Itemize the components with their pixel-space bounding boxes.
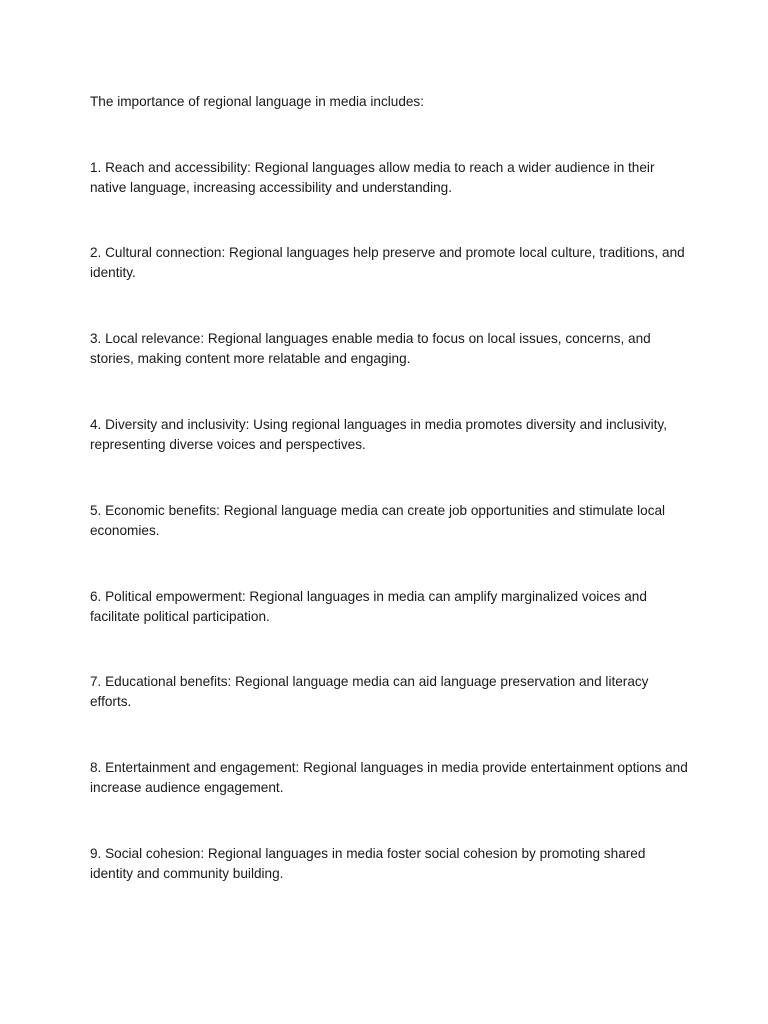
list-item: 9. Social cohesion: Regional languages in media foster social cohesion by promoting shared identity and community building.	[90, 846, 646, 881]
list-item: 4. Diversity and inclusivity: Using regional languages in media promotes diversity and inclusivity, representing diverse voices and perspectives.	[90, 417, 667, 452]
list-item: 6. Political empowerment: Regional languages in media can amplify marginalized voices and facilitate political participation.	[90, 589, 647, 624]
list-item: 5. Economic benefits: Regional language media can create job opportunities and stimulate local economies.	[90, 503, 666, 538]
list-item: 1. Reach and accessibility: Regional languages allow media to reach a wider audience in their native language, increasing accessibility and understanding.	[90, 160, 655, 195]
list-item: 7. Educational benefits: Regional language media can aid language preservation and literacy efforts.	[90, 674, 649, 709]
list-item: 2. Cultural connection: Regional languages help preserve and promote local culture, traditions, and identity.	[90, 245, 685, 280]
list-item: 8. Entertainment and engagement: Regional languages in media provide entertainment options and increase audience engagement.	[90, 760, 688, 795]
intro-paragraph: The importance of regional language in media includes:	[90, 94, 425, 109]
list-item: 3. Local relevance: Regional languages enable media to focus on local issues, concerns, and stories, making content more relatable and engaging.	[90, 331, 651, 366]
